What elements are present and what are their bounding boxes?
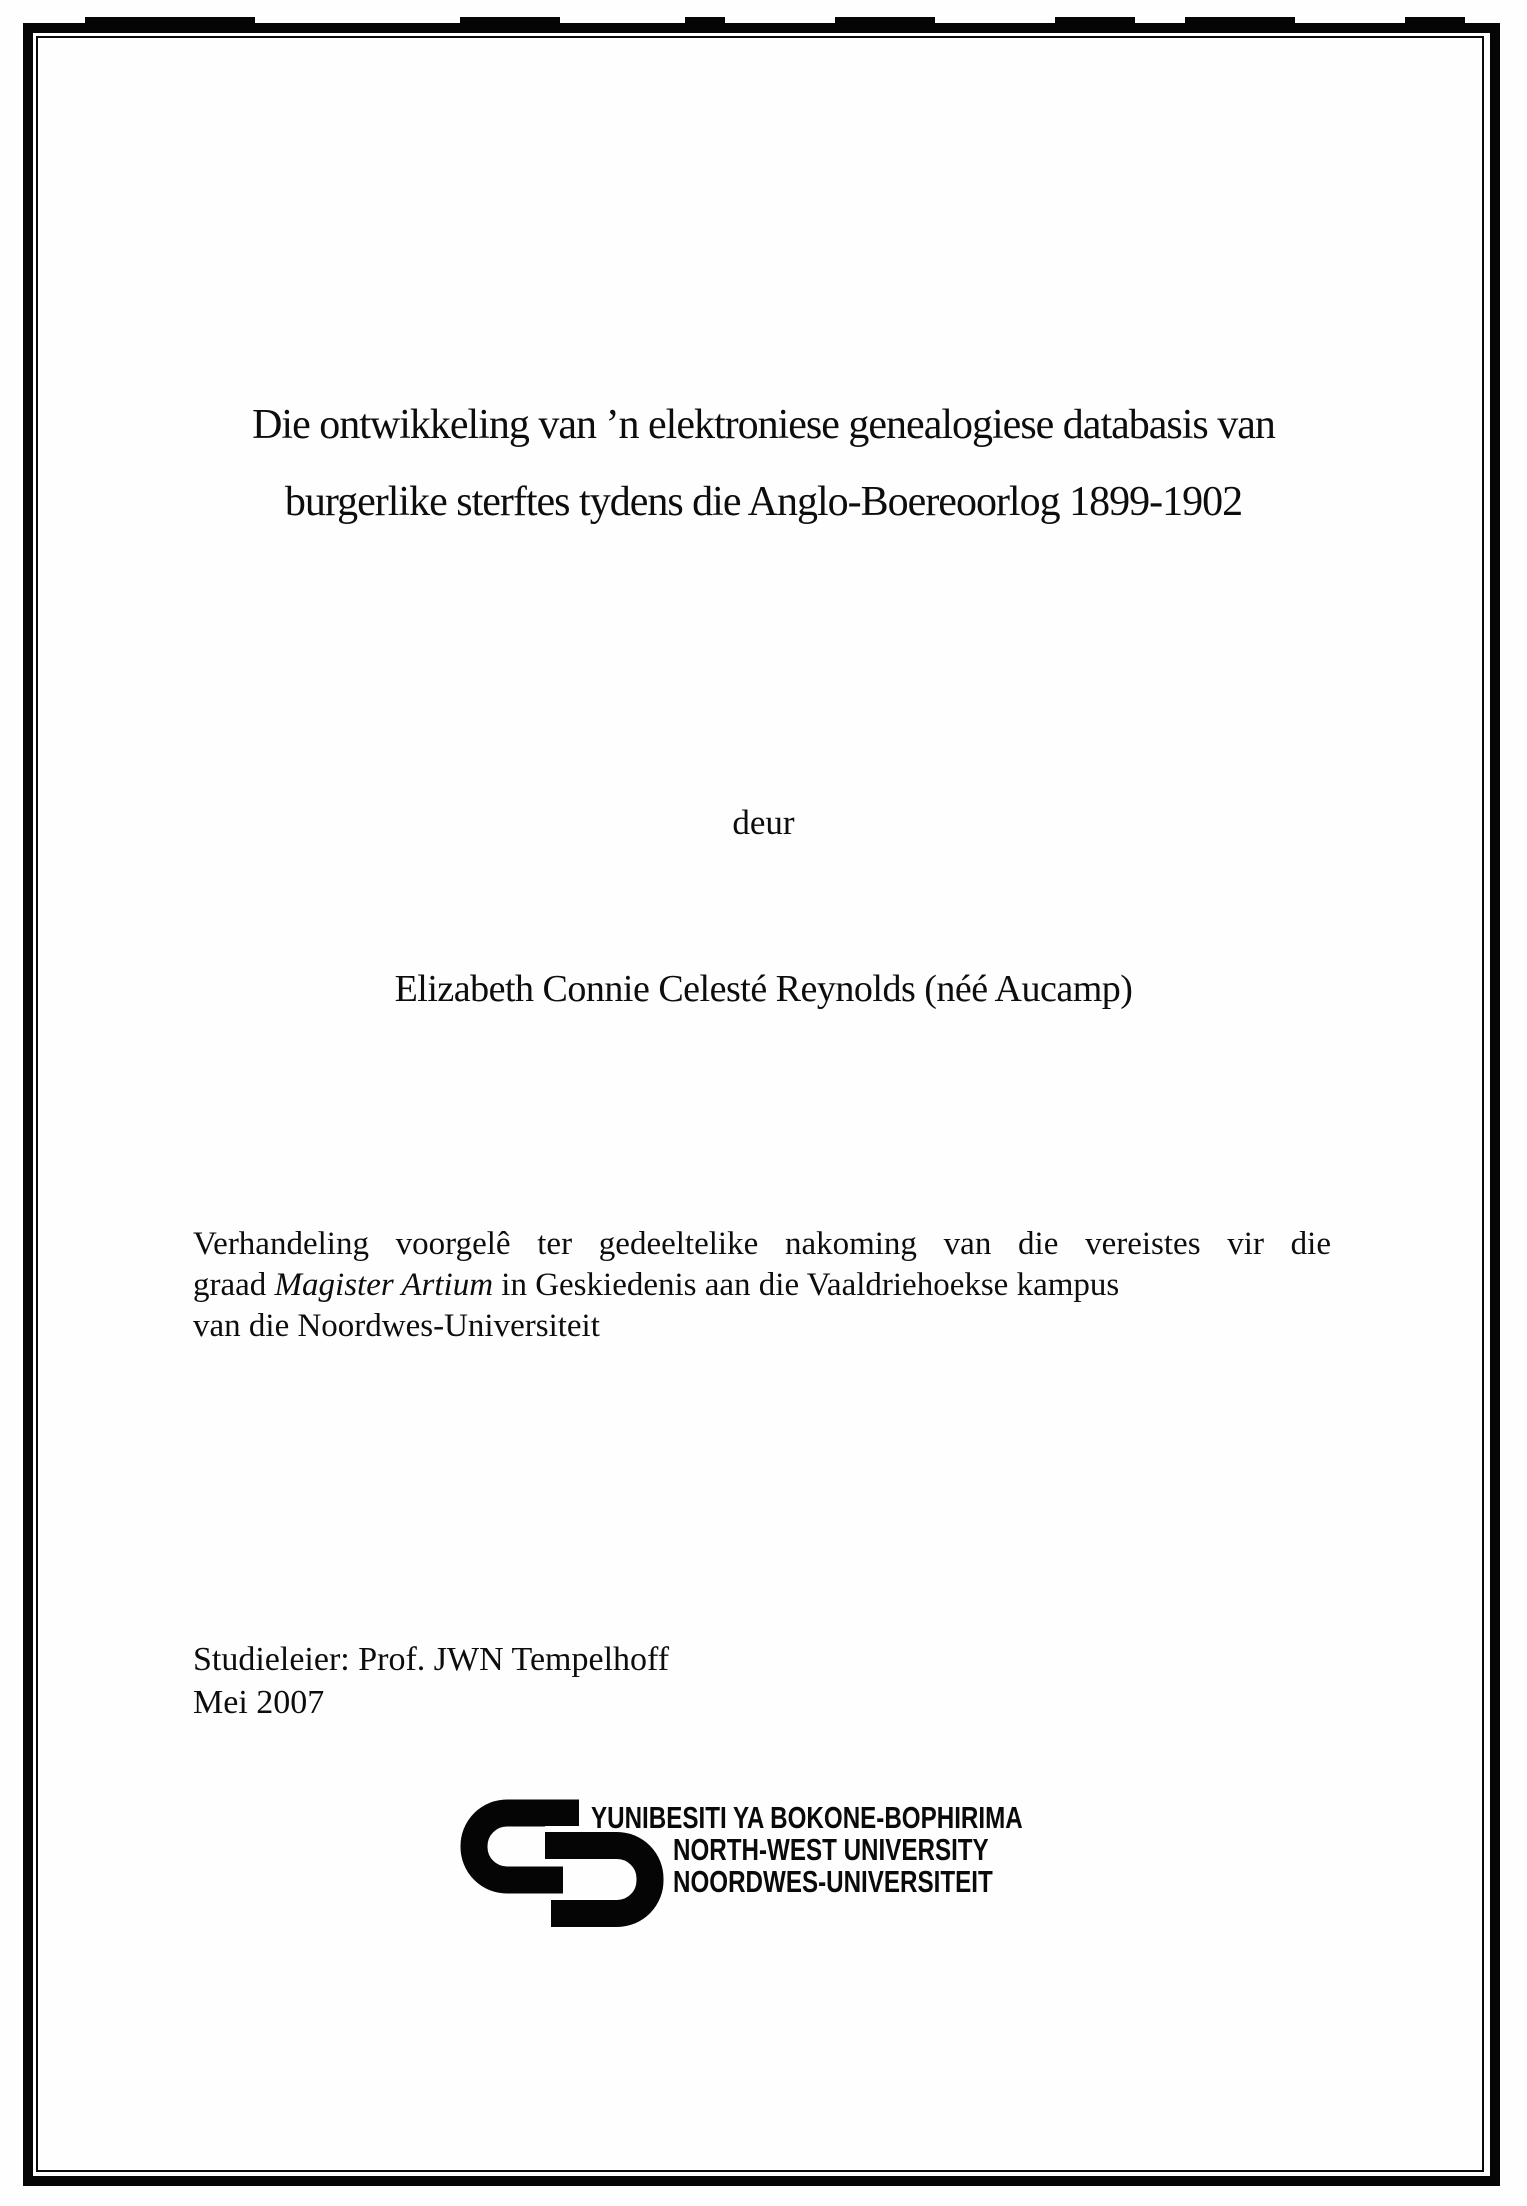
scan-artifact [460,17,560,24]
degree-statement-line-2 [193,1265,1331,1306]
supervisor-block [193,1638,669,1724]
author-name: Elizabeth Connie Celesté Reynolds (néé Aucamp) [394,968,1133,1010]
scan-artifact [1185,17,1295,24]
scan-artifact [85,17,255,24]
university-name-setswana: YUNIBESITI YA BOKONE-BOPHIRIMA [591,1800,1023,1835]
degree-name-italic: Magister Artium [274,1267,494,1303]
degree-statement-line-2-suffix: in Geskiedenis aan die Vaaldriehoekse kampus [493,1267,1120,1303]
university-logo [460,1797,1120,1937]
thesis-title [0,387,1527,541]
university-name-block [591,1802,1144,1898]
university-name-afrikaans: NOORDWES-UNIVERSITEIT [673,1864,993,1899]
degree-statement-line-3: van die Noordwes-Universiteit [193,1308,600,1344]
date-line: Mei 2007 [193,1684,325,1721]
scan-artifact [1405,17,1465,24]
scan-artifact [685,17,725,24]
university-name-english: NORTH-WEST UNIVERSITY [673,1832,989,1867]
degree-statement [193,1224,1331,1347]
thesis-title-line-1: Die ontwikkeling van ’n elektroniese genealogiese databasis van [252,402,1275,448]
scan-artifact [1055,17,1135,24]
thesis-title-line-2: burgerlike sterftes tydens die Anglo-Boereoorlog 1899-1902 [284,479,1243,525]
degree-statement-line-1: Verhandeling voorgelê ter gedeeltelike nakoming van die vereistes vir die [193,1226,1331,1262]
degree-statement-line-2-prefix: graad [193,1267,275,1303]
scan-artifact [835,17,935,24]
byline-label: deur [732,803,795,842]
supervisor-line: Studieleier: Prof. JWN Tempelhoff [193,1641,670,1678]
